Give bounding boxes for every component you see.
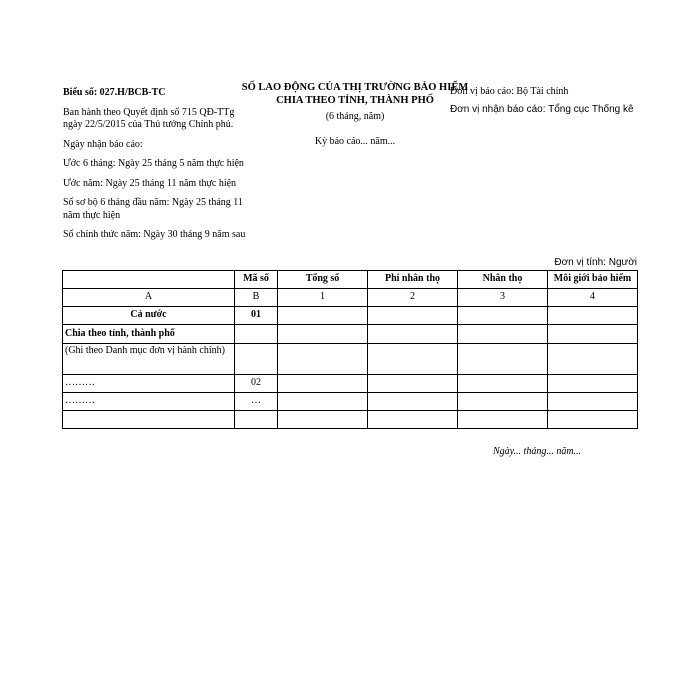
value-cell[interactable]: [278, 325, 368, 344]
letter-cell: A: [63, 289, 235, 307]
letter-cell: 2: [368, 289, 458, 307]
header-broker: Môi giới bảo hiểm: [548, 271, 638, 289]
value-cell[interactable]: [278, 307, 368, 325]
header-non-life: Phi nhân thọ: [368, 271, 458, 289]
row-label: [63, 411, 235, 429]
row-label: Cả nước: [63, 307, 235, 325]
header-code: Mã số: [235, 271, 278, 289]
form-number: Biểu số: 027.H/BCB-TC: [63, 87, 166, 98]
value-cell[interactable]: [368, 344, 458, 375]
official-figure: Số chính thức năm: Ngày 30 tháng 9 năm sau: [63, 229, 246, 240]
table-row: [63, 393, 638, 411]
value-cell[interactable]: [548, 325, 638, 344]
row-label: Chia theo tỉnh, thành phố: [63, 325, 235, 344]
table-row-note: [63, 344, 638, 375]
value-cell[interactable]: [368, 393, 458, 411]
row-code: [235, 344, 278, 375]
unit-label: Đơn vị tính: Người: [554, 257, 637, 268]
report-title-block: [240, 82, 470, 148]
letter-cell: 3: [458, 289, 548, 307]
report-table: [62, 270, 638, 429]
row-label: ………: [63, 393, 235, 411]
row-label: (Ghi theo Danh mục đơn vị hành chính): [63, 344, 235, 375]
row-code: [235, 411, 278, 429]
receive-date-label: Ngày nhận báo cáo:: [63, 138, 143, 150]
reporting-unit: Đơn vị báo cáo: Bộ Tài chính: [450, 86, 569, 97]
reporting-period: Kỳ báo cáo... năm...: [314, 135, 396, 147]
value-cell[interactable]: [368, 307, 458, 325]
header-label: [63, 271, 235, 289]
value-cell[interactable]: [458, 393, 548, 411]
value-cell[interactable]: [458, 411, 548, 429]
signature-date: Ngày... tháng... năm...: [493, 446, 582, 457]
row-code: 02: [235, 375, 278, 393]
value-cell[interactable]: [368, 411, 458, 429]
value-cell[interactable]: [548, 393, 638, 411]
letter-cell: 4: [548, 289, 638, 307]
report-title: SỐ LAO ĐỘNG CỦA THỊ TRƯỜNG BẢO HIỂM CHIA THEO TỈNH, THÀNH PHỐ: [241, 82, 469, 106]
value-cell[interactable]: [548, 307, 638, 325]
value-cell[interactable]: [458, 375, 548, 393]
row-code: [235, 325, 278, 344]
form-header-right: [450, 86, 690, 121]
row-code: 01: [235, 307, 278, 325]
letter-cell: B: [235, 289, 278, 307]
preliminary-figure: Số sơ bộ 6 tháng đầu năm: Ngày 25 tháng 11 năm thực hiện: [63, 197, 243, 221]
row-code: …: [235, 393, 278, 411]
value-cell[interactable]: [458, 344, 548, 375]
value-cell[interactable]: [548, 375, 638, 393]
table-header-row: [63, 271, 638, 289]
value-cell[interactable]: [278, 375, 368, 393]
estimate-6-months: Ước 6 tháng: Ngày 25 tháng 5 năm thực hiện: [63, 158, 244, 169]
value-cell[interactable]: [278, 411, 368, 429]
value-cell[interactable]: [458, 307, 548, 325]
letter-cell: 1: [278, 289, 368, 307]
value-cell[interactable]: [368, 375, 458, 393]
receiving-unit: Đơn vị nhận báo cáo: Tổng cục Thống kê: [450, 103, 634, 115]
header-total: Tổng số: [278, 271, 368, 289]
table-row-empty: [63, 411, 638, 429]
table-row-total: [63, 307, 638, 325]
value-cell[interactable]: [548, 411, 638, 429]
table-row: [63, 375, 638, 393]
value-cell[interactable]: [368, 325, 458, 344]
issued-by: Ban hành theo Quyết định số 715 QĐ-TTg ngày 22/5/2015 của Thủ tướng Chính phủ.: [63, 106, 235, 130]
row-label: ………: [63, 375, 235, 393]
value-cell[interactable]: [278, 344, 368, 375]
estimate-year: Ước năm: Ngày 25 tháng 11 năm thực hiện: [63, 177, 237, 189]
period-type: (6 tháng, năm): [325, 111, 385, 123]
table-row-section: [63, 325, 638, 344]
table-letter-row: [63, 289, 638, 307]
value-cell[interactable]: [548, 344, 638, 375]
form-header-left: [63, 87, 253, 249]
value-cell[interactable]: [458, 325, 548, 344]
value-cell[interactable]: [278, 393, 368, 411]
header-life: Nhân thọ: [458, 271, 548, 289]
